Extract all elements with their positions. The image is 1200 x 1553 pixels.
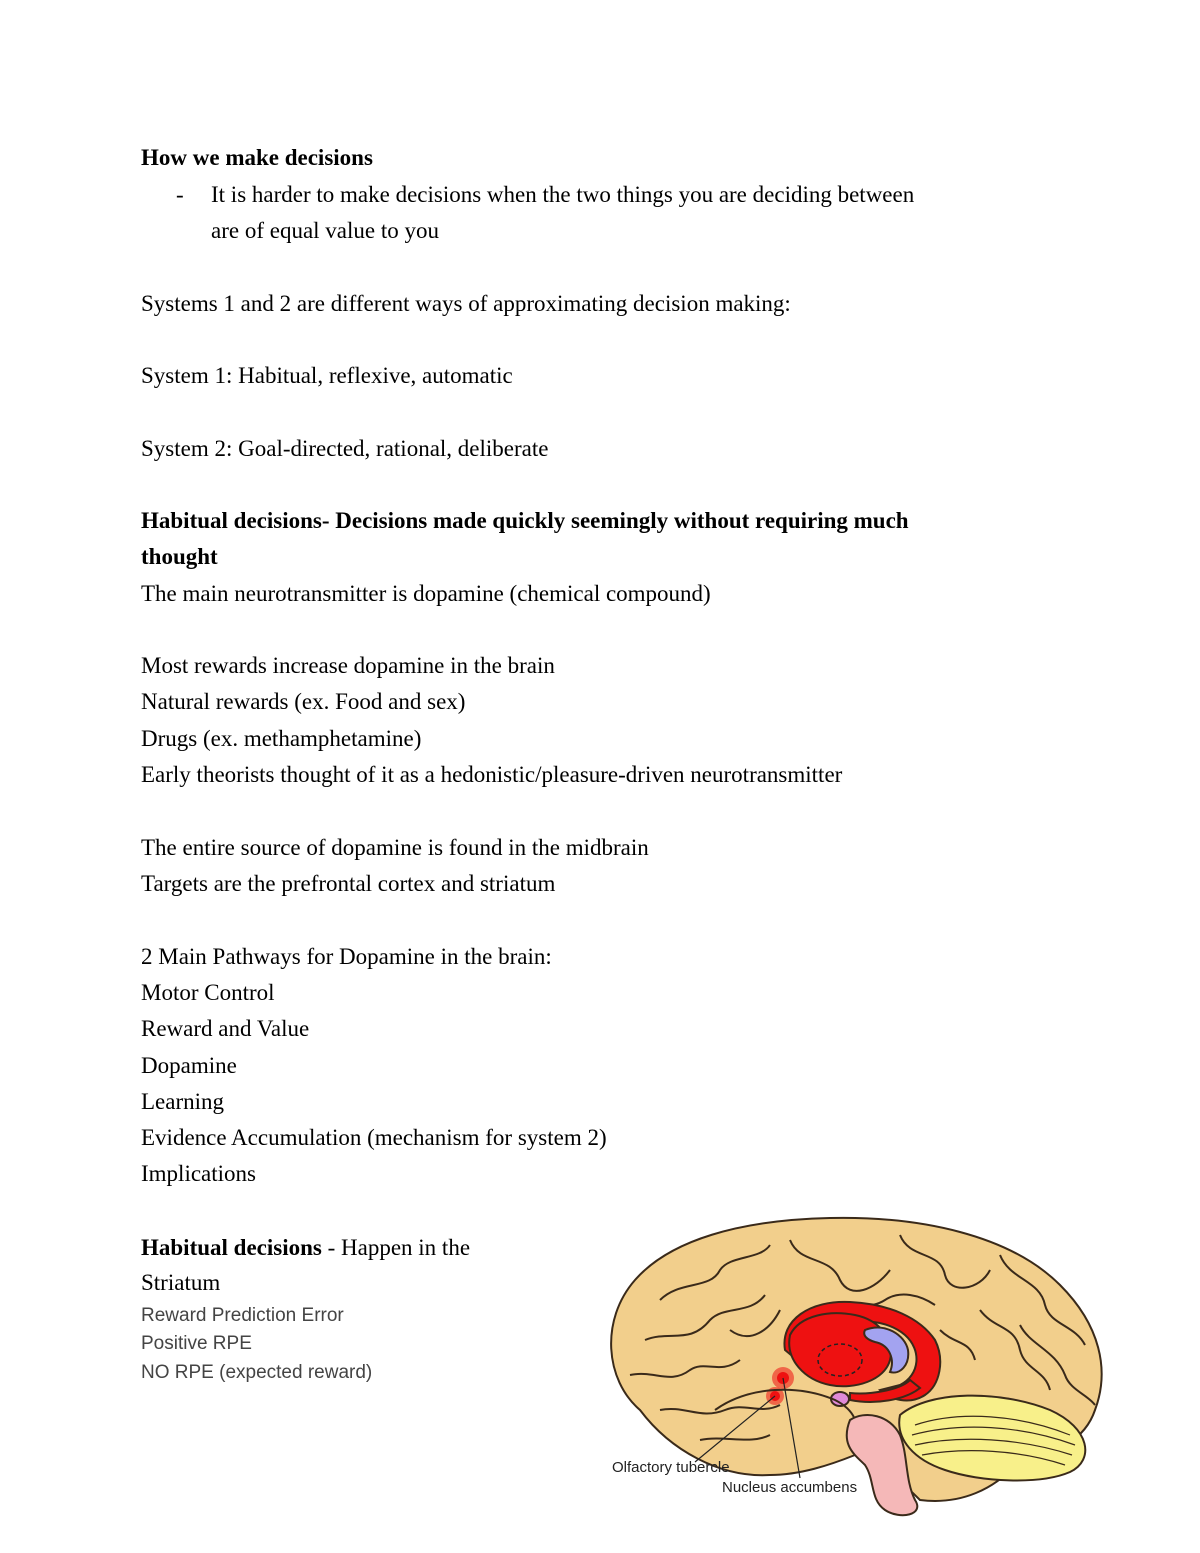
bullet-dash: - [176, 182, 184, 207]
habitual-heading-line2: thought [141, 544, 218, 569]
brain-diagram [600, 1210, 1110, 1520]
systems-intro: Systems 1 and 2 are different ways of approximating decision making: [141, 291, 791, 316]
label-nucleus-accumbens: Nucleus accumbens [722, 1479, 858, 1496]
source-line: The entire source of dopamine is found in the midbrain [141, 835, 649, 860]
rewards-line: Most rewards increase dopamine in the brain [141, 653, 555, 678]
rewards-line: Drugs (ex. methamphetamine) [141, 726, 422, 751]
system1-line: System 1: Habitual, reflexive, automatic [141, 363, 513, 388]
bullet-text-line2: are of equal value to you [211, 218, 439, 243]
striatum-note: Positive RPE [141, 1333, 252, 1354]
striatum-heading-rest: - Happen in the [321, 1235, 471, 1260]
pathway-item: Motor Control [141, 980, 275, 1005]
pathway-item: Implications [141, 1161, 256, 1186]
label-olfactory-tubercle: Olfactory tubercle [612, 1459, 730, 1476]
pathway-item: Dopamine [141, 1053, 237, 1078]
rewards-line: Early theorists thought of it as a hedonistic/pleasure-driven neurotransmitter [141, 762, 843, 787]
striatum-note: NO RPE (expected reward) [141, 1362, 373, 1383]
pathways-heading: 2 Main Pathways for Dopamine in the brain: [141, 944, 552, 969]
striatum-heading-line2: Striatum [141, 1270, 221, 1295]
system2-line: System 2: Goal-directed, rational, deliberate [141, 436, 549, 461]
neurotransmitter-line: The main neurotransmitter is dopamine (chemical compound) [141, 581, 711, 606]
habitual-heading-line1: Habitual decisions- Decisions made quickly seemingly without requiring much [141, 508, 909, 533]
bullet-text-line1: It is harder to make decisions when the two things you are deciding between [211, 182, 915, 207]
striatum-heading-bold: Habitual decisions [141, 1235, 322, 1260]
rewards-line: Natural rewards (ex. Food and sex) [141, 689, 466, 714]
source-line: Targets are the prefrontal cortex and striatum [141, 871, 556, 896]
pathway-item: Evidence Accumulation (mechanism for system 2) [141, 1125, 607, 1150]
heading-how-we-make-decisions: How we make decisions [141, 145, 373, 170]
striatum-heading-line1 [141, 1233, 470, 1263]
striatum-note: Reward Prediction Error [141, 1305, 344, 1326]
pathway-item: Reward and Value [141, 1016, 310, 1041]
pathway-item: Learning [141, 1089, 225, 1114]
